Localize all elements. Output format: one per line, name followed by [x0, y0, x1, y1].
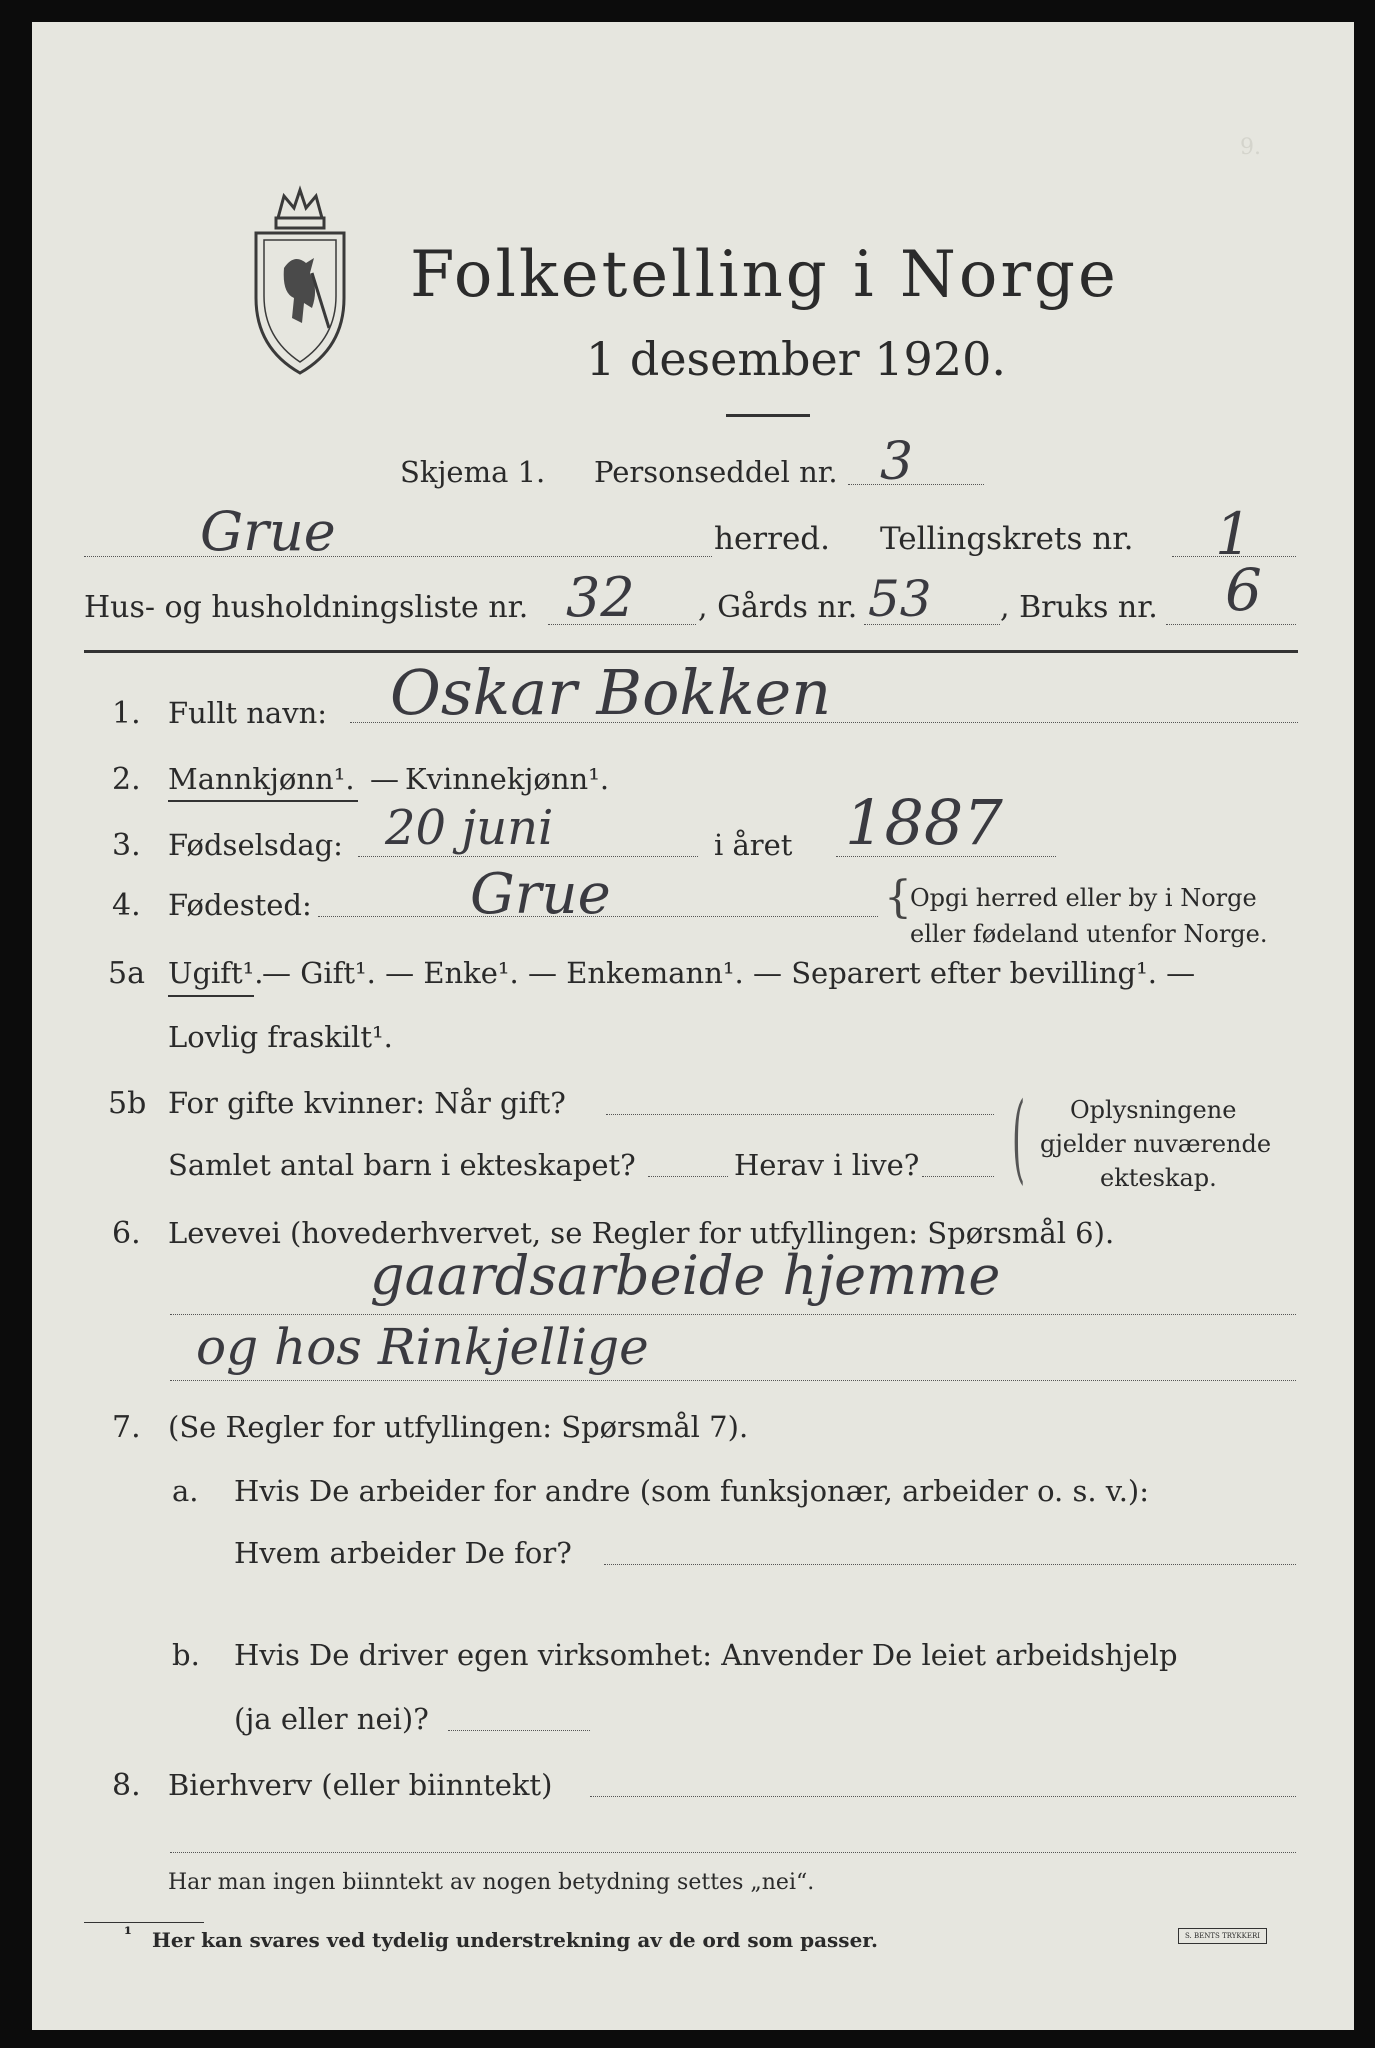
marriage-note-line2: gjelder nuværende	[1040, 1130, 1272, 1158]
q7a-question: Hvis De arbeider for andre (som funksjonær, arbeider o. s. v.):	[234, 1474, 1150, 1508]
schema-label: Skjema 1.	[400, 455, 546, 489]
birth-year-label: i året	[714, 828, 793, 862]
personseddel-value[interactable]: 3	[880, 432, 914, 492]
q3-label: Fødselsdag:	[168, 828, 343, 862]
children-alive-field-line	[922, 1176, 994, 1177]
gards-label: , Gårds nr.	[698, 590, 858, 625]
secondary-income-note: Har man ingen biinntekt av nogen betydning settes „nei“.	[168, 1870, 815, 1895]
occupation-field-line2	[170, 1380, 1296, 1381]
q4-number: 4.	[112, 888, 141, 923]
tellingskrets-value[interactable]: 1	[1215, 500, 1252, 568]
birthplace-value[interactable]: Grue	[470, 862, 611, 927]
children-total-label: Samlet antal barn i ekteskapet?	[168, 1148, 636, 1182]
secondary-income-field-line2	[170, 1852, 1296, 1853]
q5a-number: 5a	[108, 956, 145, 991]
q7-number: 7.	[112, 1410, 141, 1445]
husholdningsliste-value[interactable]: 32	[566, 566, 635, 629]
bruks-field-line	[1166, 624, 1296, 625]
norwegian-coat-of-arms-icon	[244, 178, 356, 378]
marriage-date-field-line	[606, 1114, 994, 1115]
divorced-option[interactable]: Lovlig fraskilt¹.	[168, 1020, 393, 1054]
personseddel-label: Personseddel nr.	[594, 455, 838, 489]
footnote-divider	[84, 1922, 204, 1923]
married-women-label: For gifte kvinner: Når gift?	[168, 1086, 566, 1120]
q7a-employer-label: Hvem arbeider De for?	[234, 1536, 572, 1570]
tellingskrets-label: Tellingskrets nr.	[880, 521, 1134, 557]
occupation-field-line1	[170, 1314, 1296, 1315]
q1-label: Fullt navn:	[168, 696, 328, 730]
children-alive-label: Herav i live?	[734, 1148, 920, 1182]
q8-number: 8.	[112, 1768, 141, 1803]
q2-number: 2.	[112, 762, 141, 797]
form-title: Folketelling i Norge	[410, 238, 1119, 312]
footnote-mark: ¹	[124, 1924, 132, 1945]
title-divider	[726, 414, 810, 417]
children-total-field-line	[648, 1176, 728, 1177]
q6-number: 6.	[112, 1216, 141, 1251]
q3-number: 3.	[112, 828, 141, 863]
footnote-text: Her kan svares ved tydelig understrekning av de ord som passer.	[152, 1928, 878, 1952]
birthday-field-line	[358, 856, 698, 857]
male-underline	[168, 800, 358, 802]
husholdningsliste-label: Hus- og husholdningsliste nr.	[84, 590, 529, 625]
header-separator	[84, 650, 1298, 653]
hired-help-field-line	[448, 1730, 590, 1731]
bleed-through-text: 9.	[1240, 135, 1261, 160]
bruks-value[interactable]: 6	[1225, 556, 1262, 624]
q4-note-brace: {	[884, 872, 912, 923]
herred-field-line	[84, 556, 712, 557]
q7b-letter: b.	[172, 1638, 200, 1672]
marriage-note-line3: ekteskap.	[1100, 1164, 1217, 1192]
q7-label: (Se Regler for utfyllingen: Spørsmål 7).	[168, 1410, 749, 1444]
birthplace-note-line2: eller fødeland utenfor Norge.	[910, 920, 1268, 948]
q7a-letter: a.	[172, 1474, 199, 1508]
marital-status-options[interactable]: — Gift¹. — Enke¹. — Enkemann¹. — Separert efter bevilling¹. —	[262, 956, 1196, 990]
q7b-question: Hvis De driver egen virksomhet: Anvender De leiet arbeidshjelp	[234, 1638, 1178, 1672]
unmarried-option[interactable]: Ugift¹.	[168, 956, 264, 990]
birthday-value[interactable]: 20 juni	[385, 800, 554, 856]
q4-label: Fødested:	[168, 888, 312, 922]
occupation-value-line2[interactable]: og hos Rinkjellige	[196, 1318, 649, 1376]
q1-number: 1.	[112, 696, 141, 731]
q7b-answer-label: (ja eller nei)?	[234, 1702, 429, 1736]
female-option[interactable]: Kvinnekjønn¹.	[405, 762, 610, 796]
q5b-note-brace: (	[1012, 1082, 1026, 1194]
herred-label: herred.	[714, 521, 830, 557]
male-option[interactable]: Mannkjønn¹.	[168, 762, 355, 796]
employer-field-line	[604, 1564, 1296, 1565]
bruks-label: , Bruks nr.	[1000, 590, 1158, 625]
occupation-value-line1[interactable]: gaardsarbeide hjemme	[370, 1244, 1001, 1307]
birthplace-note-line1: Opgi herred eller by i Norge	[910, 884, 1257, 912]
personseddel-field-line	[848, 484, 984, 485]
secondary-income-field-line1	[590, 1796, 1296, 1797]
birth-year-value[interactable]: 1887	[845, 786, 1003, 859]
occupation-label: Levevei (hovederhvervet, se Regler for utfyllingen: Spørsmål 6).	[168, 1216, 1115, 1250]
q5b-number: 5b	[108, 1086, 147, 1121]
printer-stamp: S. BENTS TRYKKERI	[1178, 1928, 1267, 1944]
full-name-value[interactable]: Oskar Bokken	[390, 656, 832, 729]
marriage-note-line1: Oplysningene	[1070, 1096, 1237, 1124]
secondary-income-label: Bierhverv (eller biinntekt)	[168, 1768, 553, 1802]
q2-separator: —	[370, 762, 399, 796]
unmarried-underline	[168, 995, 254, 997]
herred-value[interactable]: Grue	[200, 500, 336, 563]
census-date: 1 desember 1920.	[586, 332, 1006, 386]
gards-value[interactable]: 53	[868, 570, 932, 628]
